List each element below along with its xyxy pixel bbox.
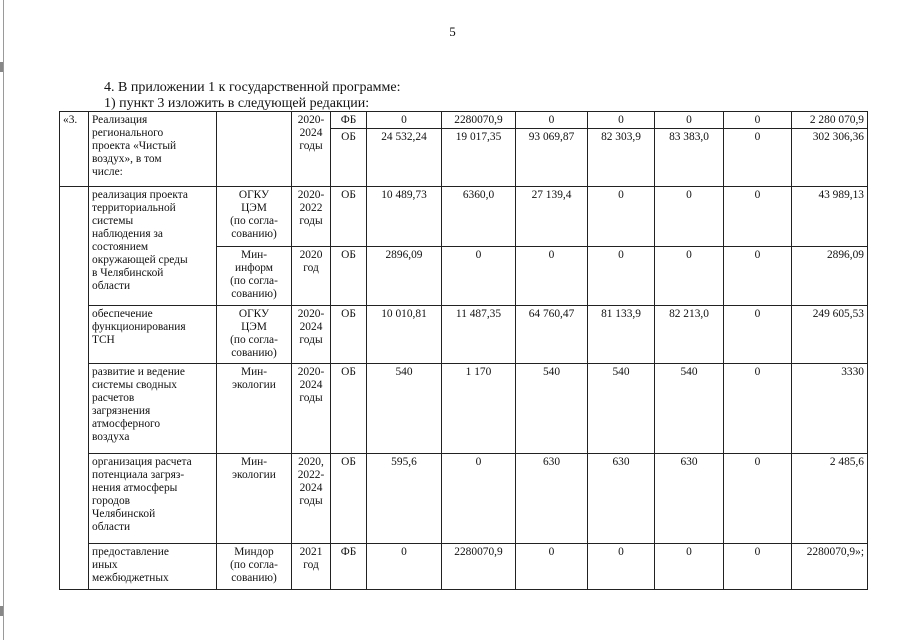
value-cell: 0 bbox=[724, 544, 792, 590]
value-cell: 0 bbox=[516, 247, 588, 306]
measure-name: предоставление иных межбюджетных bbox=[89, 544, 217, 590]
table-row bbox=[60, 112, 868, 129]
paragraph-appendix: 4. В приложении 1 к государственной программе: bbox=[104, 80, 401, 95]
value-cell: 6360,0 bbox=[442, 187, 516, 247]
executor-cell: Мин- экологии bbox=[217, 454, 292, 544]
measure-name: реализация проекта территориальной системы наблюдения за состоянием окружающей среды в Челябинской области bbox=[89, 187, 217, 306]
value-cell: 83 383,0 bbox=[655, 129, 724, 187]
value-cell: 595,6 bbox=[367, 454, 442, 544]
period-cell: 2021 год bbox=[292, 544, 331, 590]
table-row bbox=[60, 454, 868, 544]
value-cell: 0 bbox=[442, 454, 516, 544]
scan-edge-line bbox=[3, 0, 4, 640]
value-cell: 0 bbox=[442, 247, 516, 306]
table-row bbox=[60, 187, 868, 247]
program-table bbox=[59, 111, 868, 590]
value-cell: 0 bbox=[724, 364, 792, 454]
value-cell: 0 bbox=[588, 112, 655, 129]
executor-cell bbox=[217, 112, 292, 187]
value-cell: 0 bbox=[724, 306, 792, 364]
value-cell: 0 bbox=[367, 544, 442, 590]
value-cell: 540 bbox=[367, 364, 442, 454]
value-cell: 540 bbox=[655, 364, 724, 454]
executor-cell: ОГКУ ЦЭМ (по согла- сованию) bbox=[217, 187, 292, 247]
value-cell: 0 bbox=[724, 112, 792, 129]
funding-source: ОБ bbox=[331, 364, 367, 454]
funding-source: ОБ bbox=[331, 454, 367, 544]
funding-source: ОБ bbox=[331, 129, 367, 187]
page-number: 5 bbox=[449, 24, 456, 39]
value-cell: 10 489,73 bbox=[367, 187, 442, 247]
value-cell: 0 bbox=[367, 112, 442, 129]
total-cell: 2 280 070,9 bbox=[792, 112, 868, 129]
period-cell: 2020- 2024 годы bbox=[292, 364, 331, 454]
value-cell: 24 532,24 bbox=[367, 129, 442, 187]
value-cell: 0 bbox=[516, 544, 588, 590]
value-cell: 0 bbox=[655, 187, 724, 247]
value-cell: 2280070,9 bbox=[442, 112, 516, 129]
value-cell: 2280070,9 bbox=[442, 544, 516, 590]
measure-name: обеспечение функционирования ТСН bbox=[89, 306, 217, 364]
value-cell: 19 017,35 bbox=[442, 129, 516, 187]
value-cell: 540 bbox=[516, 364, 588, 454]
value-cell: 0 bbox=[724, 129, 792, 187]
period-cell: 2020- 2022 годы bbox=[292, 187, 331, 247]
funding-source: ОБ bbox=[331, 187, 367, 247]
executor-cell: ОГКУ ЦЭМ (по согла- сованию) bbox=[217, 306, 292, 364]
value-cell: 0 bbox=[655, 112, 724, 129]
total-cell: 43 989,13 bbox=[792, 187, 868, 247]
funding-source: ФБ bbox=[331, 544, 367, 590]
value-cell: 0 bbox=[724, 454, 792, 544]
value-cell: 540 bbox=[588, 364, 655, 454]
value-cell: 0 bbox=[655, 544, 724, 590]
value-cell: 0 bbox=[588, 187, 655, 247]
total-cell: 2896,09 bbox=[792, 247, 868, 306]
value-cell: 10 010,81 bbox=[367, 306, 442, 364]
funding-source: ОБ bbox=[331, 247, 367, 306]
funding-source: ОБ bbox=[331, 306, 367, 364]
value-cell: 81 133,9 bbox=[588, 306, 655, 364]
value-cell: 11 487,35 bbox=[442, 306, 516, 364]
value-cell: 630 bbox=[516, 454, 588, 544]
value-cell: 93 069,87 bbox=[516, 129, 588, 187]
value-cell: 0 bbox=[724, 247, 792, 306]
paragraph-item: 1) пункт 3 изложить в следующей редакции: bbox=[104, 96, 370, 111]
table-row bbox=[60, 364, 868, 454]
value-cell: 0 bbox=[655, 247, 724, 306]
period-cell: 2020- 2024 годы bbox=[292, 306, 331, 364]
table-row bbox=[60, 544, 868, 590]
value-cell: 1 170 bbox=[442, 364, 516, 454]
value-cell: 82 303,9 bbox=[588, 129, 655, 187]
value-cell: 0 bbox=[516, 112, 588, 129]
executor-cell: Мин- экологии bbox=[217, 364, 292, 454]
executor-cell: Миндор (по согла- сованию) bbox=[217, 544, 292, 590]
row-marker: «3. bbox=[60, 112, 89, 187]
measure-name: развитие и ведение системы сводных расчетов загрязнения атмосферного воздуха bbox=[89, 364, 217, 454]
scan-edge-mark bbox=[0, 606, 3, 616]
value-cell: 82 213,0 bbox=[655, 306, 724, 364]
executor-cell: Мин- информ (по согла- сованию) bbox=[217, 247, 292, 306]
row-marker-cell bbox=[60, 187, 89, 590]
total-cell: 302 306,36 bbox=[792, 129, 868, 187]
period-cell: 2020- 2024 годы bbox=[292, 112, 331, 187]
scan-edge-mark bbox=[0, 62, 3, 72]
period-cell: 2020 год bbox=[292, 247, 331, 306]
measure-name: Реализация регионального проекта «Чистый воздух», в том числе: bbox=[89, 112, 217, 187]
value-cell: 0 bbox=[724, 187, 792, 247]
value-cell: 64 760,47 bbox=[516, 306, 588, 364]
period-cell: 2020, 2022- 2024 годы bbox=[292, 454, 331, 544]
total-cell: 3330 bbox=[792, 364, 868, 454]
value-cell: 27 139,4 bbox=[516, 187, 588, 247]
total-cell: 2280070,9»; bbox=[792, 544, 868, 590]
funding-source: ФБ bbox=[331, 112, 367, 129]
value-cell: 630 bbox=[588, 454, 655, 544]
value-cell: 2896,09 bbox=[367, 247, 442, 306]
total-cell: 2 485,6 bbox=[792, 454, 868, 544]
value-cell: 0 bbox=[588, 247, 655, 306]
measure-name: организация расчета потенциала загряз- нения атмосферы городов Челябинской области bbox=[89, 454, 217, 544]
value-cell: 0 bbox=[588, 544, 655, 590]
total-cell: 249 605,53 bbox=[792, 306, 868, 364]
table-row bbox=[60, 306, 868, 364]
value-cell: 630 bbox=[655, 454, 724, 544]
